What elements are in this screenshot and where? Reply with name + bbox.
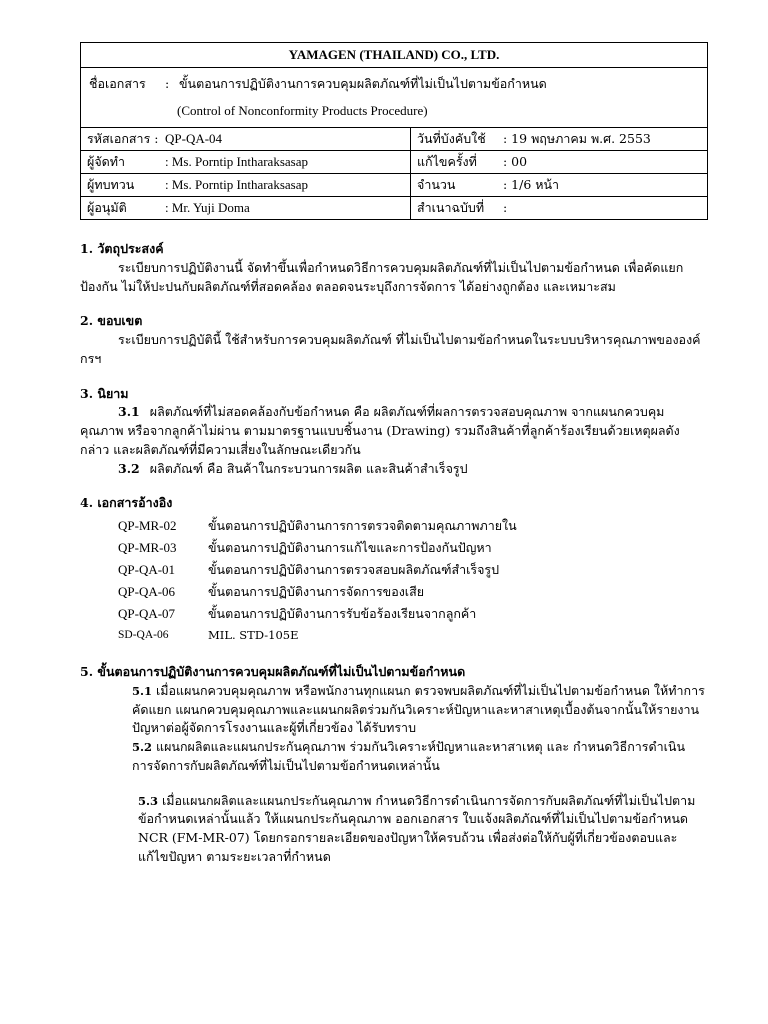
copy-number-label: สำเนาฉบับที่ xyxy=(417,199,485,215)
reference-desc: ขั้นตอนการปฏิบัติงานการจัดการของเสีย xyxy=(208,583,425,599)
page-count-label: จำนวน xyxy=(417,176,456,192)
doc-code-value: QP-QA-04 xyxy=(165,131,223,147)
revision-value: : 00 xyxy=(503,153,528,169)
definition-3-1 xyxy=(80,403,706,459)
reference-code: QP-MR-02 xyxy=(118,518,177,534)
reviewed-by-label: ผู้ทบทวน xyxy=(87,176,135,192)
document-header-table xyxy=(80,42,708,220)
doc-code-label: รหัสเอกสาร : xyxy=(87,130,159,146)
header-row-prepared-by xyxy=(81,151,707,174)
effective-date-value: : 19 พฤษภาคม พ.ศ. 2553 xyxy=(503,130,651,146)
section-1-paragraph: ระเบียบการปฏิบัติงานนี้ จัดทำขึ้นเพื่อกำหนดวิธีการควบคุมผลิตภัณฑ์ที่ไม่เป็นไปตามข้อกำหนด เพื่อคัดแยกป้องกัน ไม่ให้ปะปนกับผลิตภัณฑ์ที่สอดคล้อง ตลอดจนระบุถึงการจัดการ ได้อย่างถูกต้อง และเหมาะสม xyxy=(80,259,684,294)
section-4-heading: 4. เอกสารอ้างอิง xyxy=(80,495,173,511)
reference-code: SD-QA-06 xyxy=(118,629,169,642)
document-title-thai: ขั้นตอนการปฏิบัติงานการควบคุมผลิตภัณฑ์ที่ไม่เป็นไปตามข้อกำหนด xyxy=(179,76,547,92)
revision-label: แก้ไขครั้งที่ xyxy=(417,153,477,169)
header-row-doc-code xyxy=(81,128,707,151)
reference-item xyxy=(118,559,706,581)
effective-date-label: วันที่บังคับใช้ xyxy=(417,130,486,146)
section-2-heading: 2. ขอบเขต xyxy=(80,313,143,329)
procedure-5-1-text: เมื่อแผนกควบคุมคุณภาพ หรือพนักงานทุกแผนก ตรวจพบผลิตภัณฑ์ที่ไม่เป็นไปตามข้อกำหนด ให้ทำการคัดแยก แผนกควบคุมคุณภาพและแผนกผลิตร่วมกันวิเคราะห์ปัญหาและหาสาเหตุเบื้องต้นจากนั้นให้รายงานปัญหาต่อผู้จัดการโรงงานและผู้ที่เกี่ยวข้อง ได้รับทราบ xyxy=(132,682,705,736)
reference-desc: ขั้นตอนการปฏิบัติงานการรับข้อร้องเรียนจากลูกค้า xyxy=(208,605,477,621)
company-name: YAMAGEN (THAILAND) CO., LTD. xyxy=(81,43,707,68)
reference-code: QP-QA-07 xyxy=(118,606,176,622)
procedure-5-2-number: 5.2 xyxy=(132,740,153,754)
procedure-5-1-number: 5.1 xyxy=(132,683,153,698)
reference-code: QP-QA-06 xyxy=(118,584,176,600)
definition-3-2-text: ผลิตภัณฑ์ คือ สินค้าในกระบวนการผลิต และสินค้าสำเร็จรูป xyxy=(149,460,468,476)
page-count-value: : 1/6 หน้า xyxy=(503,176,560,192)
reference-desc: ขั้นตอนการปฏิบัติงานการแก้ไขและการป้องกันปัญหา xyxy=(208,539,492,555)
doc-name-label: ชื่อเอกสาร xyxy=(89,76,146,92)
approved-by-label: ผู้อนุมัติ xyxy=(87,199,127,215)
definition-3-2 xyxy=(80,460,706,479)
reference-desc: ขั้นตอนการปฏิบัติงานการตรวจสอบผลิตภัณฑ์สำเร็จรูป xyxy=(208,561,500,577)
definition-3-1-number: 3.1 xyxy=(118,404,140,420)
procedure-5-1 xyxy=(132,682,706,738)
approved-by-value: : Mr. Yuji Doma xyxy=(165,200,250,216)
procedure-5-3-text: เมื่อแผนกผลิตและแผนกประกันคุณภาพ กำหนดวิธีการดำเนินการจัดการกับผลิตภัณฑ์ที่ไม่เป็นไปตามข้อกำหนดเหล่านั้นแล้ว ให้แผนกประกันคุณภาพ ออกเอกสาร ใบแจ้งผลิตภัณฑ์ที่ไม่เป็นไปตามข้อกำหนด NCR (FM-MR-07) โดยกรอกรายละเอียดของปัญหาให้ครบถ้วน เพื่อส่งต่อให้กับผู้ที่เกี่ยวข้องตอบและแก้ไขปัญหา ตามระยะเวลาที่กำหนด xyxy=(138,792,696,864)
section-1-heading: 1. วัตถุประสงค์ xyxy=(80,241,164,256)
header-row-reviewed-by xyxy=(81,174,707,197)
reference-item xyxy=(118,603,706,625)
procedure-5-3-number: 5.3 xyxy=(138,793,159,808)
reference-item xyxy=(118,625,706,647)
reference-desc: MIL. STD-105E xyxy=(208,628,299,643)
procedure-5-2-text: แผนกผลิตและแผนกประกันคุณภาพ ร่วมกันวิเคราะห์ปัญหาและหาสาเหตุ และ กำหนดวิธีการดำเนินการจัดการกับผลิตภัณฑ์ที่ไม่เป็นไปตามข้อกำหนดเหล่านั้น xyxy=(132,739,685,773)
doc-name-colon: : xyxy=(165,76,170,92)
reviewed-by-value: : Ms. Porntip Intharaksasap xyxy=(165,177,308,193)
definition-3-1-text: ผลิตภัณฑ์ที่ไม่สอดคล้องกับข้อกำหนด คือ ผลิตภัณฑ์ที่ผลการตรวจสอบคุณภาพ จากแผนกควบคุมคุณภาพ หรือจากลูกค้าไม่ผ่าน ตามมาตรฐานแบบชิ้นงาน (Drawing) รวมถึงสินค้าที่ลูกค้าร้องเรียนด้วยเหตุผลดังกล่าว และผลิตภัณฑ์ที่มีความเสี่ยงในลักษณะเดียวกัน xyxy=(80,404,680,457)
reference-list xyxy=(118,515,706,647)
definition-3-2-number: 3.2 xyxy=(118,460,140,476)
reference-item xyxy=(118,581,706,603)
section-5-heading: 5. ขั้นตอนการปฏิบัติงานการควบคุมผลิตภัณฑ์ที่ไม่เป็นไปตามข้อกำหนด xyxy=(80,664,466,679)
document-title-block xyxy=(81,68,707,128)
section-2-paragraph: ระเบียบการปฏิบัตินี้ ใช้สำหรับการควบคุมผลิตภัณฑ์ ที่ไม่เป็นไปตามข้อกำหนดในระบบบริหารคุณภาพขององค์กรฯ xyxy=(80,332,701,366)
reference-code: QP-MR-03 xyxy=(118,540,177,556)
prepared-by-label: ผู้จัดทำ xyxy=(87,153,126,169)
reference-item xyxy=(118,515,706,537)
document-title-english: (Control of Nonconformity Products Procedure) xyxy=(177,102,428,118)
prepared-by-value: : Ms. Porntip Intharaksasap xyxy=(165,154,308,170)
reference-desc: ขั้นตอนการปฏิบัติงานการการตรวจติดตามคุณภาพภายใน xyxy=(208,517,517,533)
procedure-5-2 xyxy=(132,738,706,776)
reference-code: QP-QA-01 xyxy=(118,562,176,578)
document-body xyxy=(80,240,706,867)
reference-item xyxy=(118,537,706,559)
section-3-heading: 3. นิยาม xyxy=(80,385,129,401)
header-row-approved-by xyxy=(81,197,707,219)
procedure-5-3 xyxy=(138,792,706,867)
copy-number-value: : xyxy=(503,199,508,215)
